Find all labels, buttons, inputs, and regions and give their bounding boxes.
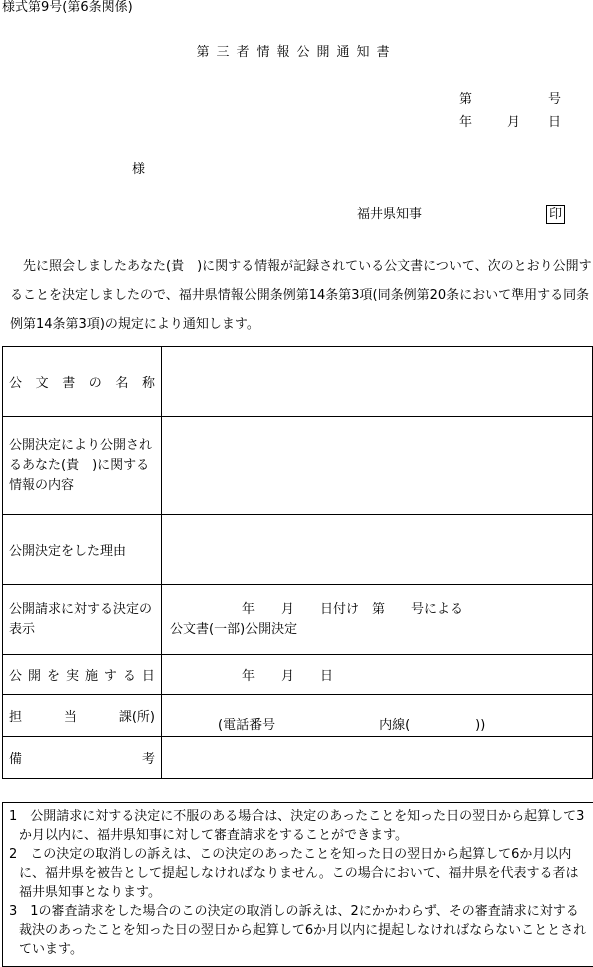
number-label-dai: 第 xyxy=(459,92,473,107)
note-item-3: 3 1の審査請求をした場合のこの決定の取消しの訴えは、2にかかわらず、その審査請求に対する裁決のあったことを知った日の翌日から起算して6か月以内に提起しなければならないこととされています。 xyxy=(9,904,587,957)
implementation-date-label: 公 開 を 実 施 す る 日 xyxy=(3,655,162,695)
implementation-date-value: 年 月 日 xyxy=(242,669,334,684)
date-month-label: 月 xyxy=(507,115,521,130)
document-name-field[interactable] xyxy=(162,347,593,417)
table-row-date xyxy=(3,655,593,695)
table-row-decision xyxy=(3,585,593,655)
intro-paragraph: 先に照会しましたあなた(貴 )に関する情報が記録されている公文書について、次のとおり公開することを決定しましたので、福井県情報公開条例第14条第3項(同条例第20条において準用する同条例第14条第3項)の規定により通知します。 xyxy=(10,259,592,332)
content-field[interactable] xyxy=(162,417,593,515)
reason-label: 公開決定をした理由 xyxy=(3,515,162,585)
decision-value-line2: 公文書(一部)公開決定 xyxy=(170,621,298,637)
table-row-reason xyxy=(3,515,593,585)
decision-value-line1: 年 月 日付け 第 号による xyxy=(242,601,464,617)
document-name-label: 公 文 書 の 名 称 xyxy=(3,347,162,417)
remarks-field[interactable] xyxy=(162,737,593,779)
decision-label: 公開請求に対する決定の表示 xyxy=(3,585,162,655)
date-day-label: 日 xyxy=(548,115,562,130)
form-number: 様式第9号(第6条関係) xyxy=(2,0,133,15)
addressee-suffix: 様 xyxy=(132,162,146,177)
number-label-go: 号 xyxy=(548,92,562,107)
note-item-2: 2 この決定の取消しの訴えは、この決定のあったことを知った日の翌日から起算して6か月以内に、福井県を被告として提起しなければなりません。この場合において、福井県を代表する者は福井県知事となります。 xyxy=(9,847,579,900)
table-row-content xyxy=(3,417,593,515)
table-row-document-name xyxy=(3,347,593,417)
remarks-label: 備 考 xyxy=(3,737,162,779)
note-item-1: 1 公開請求に対する決定に不服のある場合は、決定のあったことを知った日の翌日から起算して3か月以内に、福井県知事に対して審査請求をすることができます。 xyxy=(9,809,585,843)
notes-box xyxy=(2,802,593,967)
decision-field[interactable] xyxy=(162,585,593,655)
notice-table xyxy=(2,346,593,779)
content-label: 公開決定により公開されるあなた(貴 )に関する情報の内容 xyxy=(3,417,162,515)
table-row-remarks xyxy=(3,737,593,779)
department-field[interactable] xyxy=(162,695,593,737)
seal-mark: 印 xyxy=(546,205,565,224)
issuer-name: 福井県知事 xyxy=(357,207,423,222)
reason-field[interactable] xyxy=(162,515,593,585)
date-year-label: 年 xyxy=(459,115,473,130)
department-phone-value: (電話番号 内線( )) xyxy=(218,718,486,733)
department-label: 担 当 課(所) xyxy=(3,695,162,737)
table-row-department xyxy=(3,695,593,737)
document-title: 第三者情報公開通知書 xyxy=(196,45,397,60)
implementation-date-field[interactable] xyxy=(162,655,593,695)
